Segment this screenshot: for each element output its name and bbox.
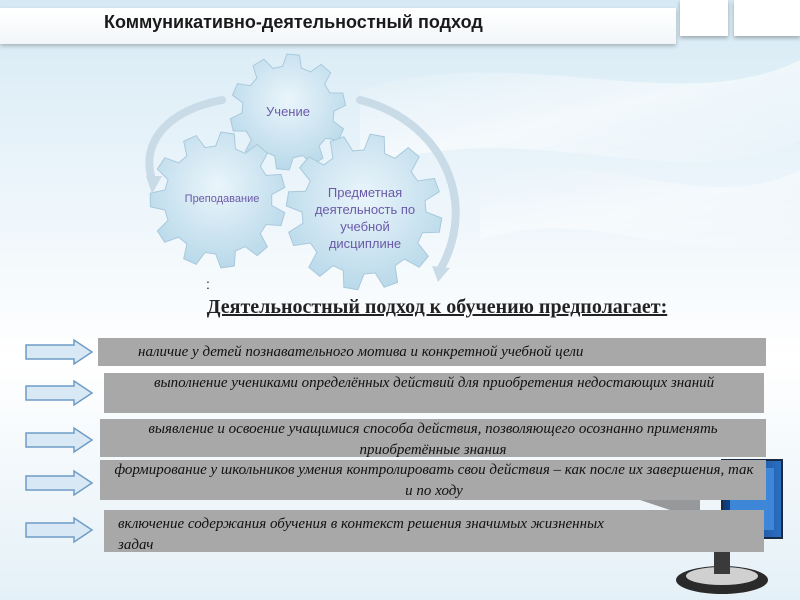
- bullet-item-4-text: формирование у школьников умения контролировать свои действия – как после их завершения, так и по ходу: [114, 462, 754, 499]
- slide-title: Коммуникативно-деятельностный подход: [104, 12, 483, 32]
- section-heading: Деятельностный подход к обучению предполагает:: [206, 296, 668, 318]
- gear-label-learning: Учение: [266, 104, 310, 119]
- bullet-item-3: [100, 419, 766, 457]
- bullet-item-5-text: включение содержания обучения в контекст решения значимых жизненных задач: [118, 516, 604, 553]
- bullet-item-1-text: наличие у детей познавательного мотива и конкретной учебной цели: [138, 344, 584, 360]
- colon-mark: :: [206, 276, 210, 292]
- bullet-item-4: [100, 460, 766, 500]
- bullet-item-2: [104, 373, 764, 413]
- gear-label-subject: Предметная деятельность по учебной дисциплине: [314, 185, 416, 251]
- gear-label-teaching: Преподавание: [184, 193, 260, 205]
- bullet-item-3-text: выявление и освоение учащимися способа действия, позволяющего осознанно применять приобретённые знания: [148, 421, 718, 458]
- bullet-item-5: [104, 510, 764, 552]
- bullet-item-2-text: выполнение учениками определённых действий для приобретения недостающих знаний: [154, 375, 715, 391]
- bullet-item-1: [98, 338, 766, 366]
